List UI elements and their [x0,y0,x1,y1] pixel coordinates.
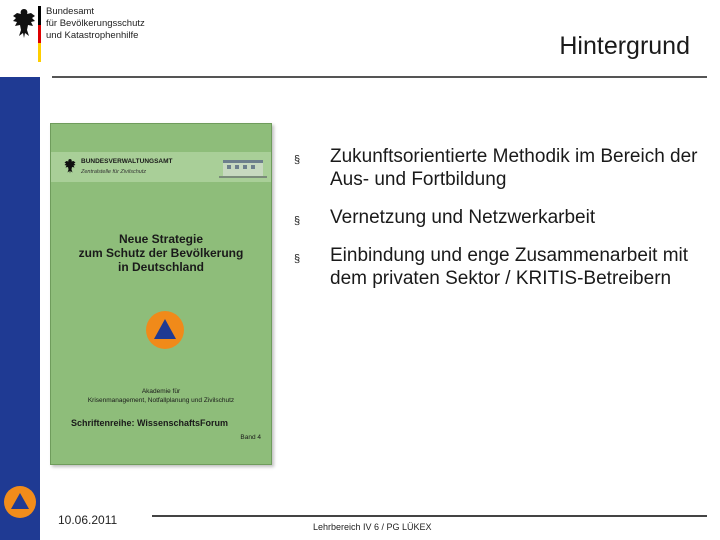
header-divider [52,76,707,78]
org-line: und Katastrophenhilfe [46,30,139,41]
list-item [290,206,715,229]
list-item [290,145,715,191]
footer-label: Lehrbereich IV 6 / PG LÜKEX [313,522,432,532]
bullet-text: Einbindung und enge Zusammenarbeit mit dem privaten Sektor / KRITIS-Betreibern [330,245,689,289]
cover-academy: Akademie für Krisenmanagement, Notfallplanung und Zivilschutz [87,388,235,404]
footer-divider [152,515,707,517]
civil-protection-emblem-icon [146,311,184,349]
page-title: Hintergrund [559,32,690,60]
building-icon [219,154,267,180]
org-line: Bundesamt [46,6,95,17]
cover-volume: Band 4 [240,434,261,441]
bullet-marker: § [294,253,301,265]
cover-publisher-sub: Zentralstelle für Zivilschutz [81,169,147,175]
book-cover-image [50,123,272,465]
list-item [290,244,715,290]
bullet-marker: § [294,154,301,166]
bullet-text: Zukunftsorientierte Methodik im Bereich der Aus- und Fortbildung [330,146,698,190]
organization-name [46,6,145,42]
cover-series: Schriftenreihe: WissenschaftsForum [71,418,228,428]
federal-eagle-icon [63,157,77,175]
civil-protection-emblem-icon [4,486,36,518]
side-band [0,77,40,540]
bullet-text: Vernetzung und Netzwerkarbeit [330,207,596,228]
footer-date: 10.06.2011 [58,513,118,527]
org-line: für Bevölkerungsschutz [46,18,145,29]
cover-heading: Neue Strategie zum Schutz der Bevölkerung in Deutschland [78,232,244,274]
cover-publisher: BUNDESVERWALTUNGSAMT [81,158,173,165]
bullet-marker: § [294,215,301,227]
flag-bar [38,6,41,62]
bullet-list [290,145,715,305]
federal-eagle-icon [10,6,38,40]
